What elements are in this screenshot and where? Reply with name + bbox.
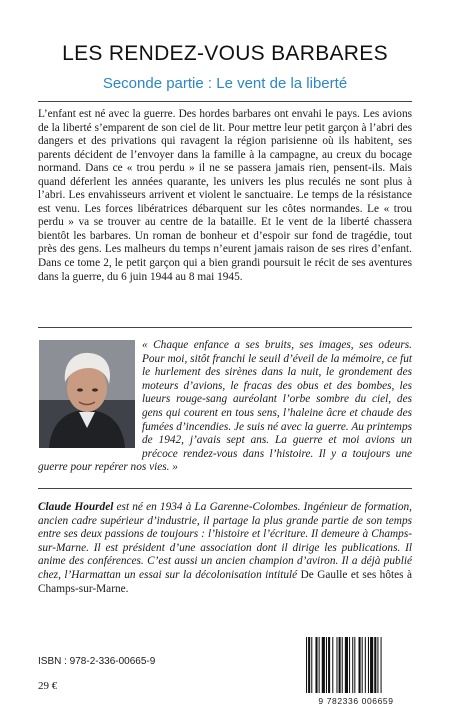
- barcode: [300, 635, 412, 707]
- blurb: [38, 108, 412, 284]
- bio-paragraph: [38, 501, 412, 596]
- book-title: LES RENDEZ-VOUS BARBARES: [62, 42, 388, 65]
- author-quote: [38, 339, 412, 475]
- barcode-bars-icon: [300, 635, 412, 695]
- title-rule: [38, 101, 412, 102]
- bio-text: est né en 1934 à La Garenne-Colombes. Ingénieur de formation, ancien cadre supérieur d’industrie, il partage la plus grande partie de son temps entre ses deux passions de toujours : l’histoire et l’écriture. Il demeure à Champs-sur-Marne. Il est président d’une association dont il dirige les publications. Il anime des conférences. C’est aussi un ancien champion d’aviron. Il a déjà publié chez, l’Harmattan un essai sur la décolonisation intitulé: [38, 501, 412, 581]
- quote-text: « Chaque enfance a ses bruits, ses images, ses odeurs. Pour moi, sitôt franchi le seuil d’éveil de la mémoire, ce fut le hurlement des sirènes dans la nuit, le grondement des moteurs d’avions, le fracas des obus et des bombes, les lueurs rouge-sang auréolant l’orbe sombre du ciel, des gens qui courent en tous sens, l’haleine âcre et chaude des fumées d’incendies. Je suis né avec la guerre. Au printemps de 1942, j’avais sept ans. La guerre et moi avions un précoce rendez-vous dans l’histoire. Il y a toujours une guerre pour repérer nos vies. »: [38, 339, 412, 474]
- author-bio: [38, 501, 412, 596]
- section-rule-2: [38, 488, 412, 489]
- book-subtitle: Seconde partie : Le vent de la liberté: [102, 75, 348, 92]
- barcode-number: 9 782336 006659: [318, 696, 394, 706]
- isbn: ISBN : 978-2-336-00665-9: [38, 656, 156, 667]
- price: 29 €: [38, 680, 58, 692]
- essay-title: De Gaulle et ses hôtes à Champs-sur-Marne: [38, 568, 412, 595]
- section-rule-1: [38, 327, 412, 328]
- bio-end: .: [125, 582, 129, 595]
- author-name: Claude Hourdel: [38, 501, 114, 513]
- blurb-text: L’enfant est né avec la guerre. Des hordes barbares ont envahi le pays. Les avions de la liberté s’emparent de son ciel de lit. Pour mettre leur petit garçon à l’abri des dangers et des privations qui ravagent la région parisienne où ils habitent, ses parents décident de l’envoyer dans la famille à la campagne, au creux du bocage normand. Dans ce « trou perdu » il ne se passera jamais rien, pensent-ils. Mais quand déferlent les années quarante, les univers les plus reculés ne sont plus à l’abri. Les envahisseurs arrivent et violent le sanctuaire. Le temps de la résistance est venu. Les forces libératrices débarquent sur les côtes normandes. Le « trou perdu » va se trouver au centre de la bataille. Et le vent de la liberté chassera bientôt les barbares. Un roman de bonheur et d’espoir sur fond de tragédie, tout près des gens. Les malheurs du temps n’eurent jamais raison de ses rires d’enfant. Dans ce tome 2, le petit garçon qui a bien grandi poursuit le récit de ses aventures dans la guerre, du 6 juin 1944 au 8 mai 1945.: [38, 108, 412, 283]
